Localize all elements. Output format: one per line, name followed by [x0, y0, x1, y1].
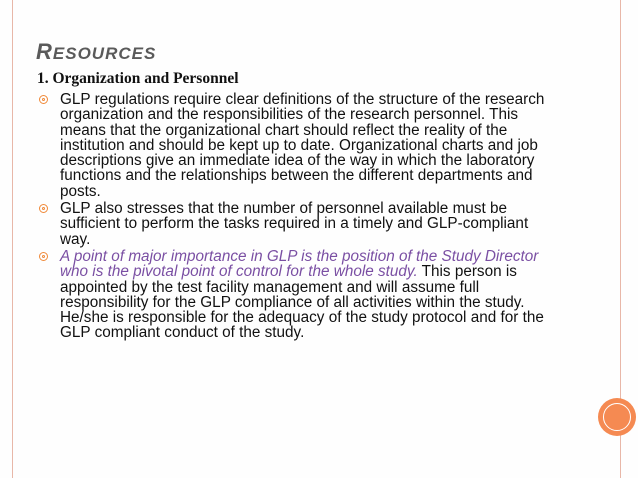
section-subtitle: 1. Organization and Personnel [37, 70, 239, 87]
bullet-text: GLP regulations require clear definitions of the structure of the research organization and the responsibilities of the research personnel. This means that the organizational chart should reflect the reality of the institution and should be kept up to date. Organizational charts and job descriptions give an immediate idea of the way in which the laboratory functions and the relationships between the different departments and posts. [60, 91, 545, 200]
bullet-text: GLP also stresses that the number of personnel available must be sufficient to perform the tasks required in a timely and GLP-compliant way. [60, 200, 529, 248]
bullet-item [38, 201, 558, 247]
bullet-list [38, 92, 558, 341]
bullet-item [38, 92, 558, 199]
ring-bullet-icon [39, 252, 48, 261]
bullet-item [38, 249, 558, 341]
bullet-text: This person is appointed by the test facility management and will assume full responsibility for the GLP compliance of all activities within the study. He/she is responsible for the adequacy of the study protocol and for the GLP compliant conduct of the study. [60, 263, 544, 342]
ring-bullet-icon [39, 204, 48, 213]
title-rest: ESOURCES [52, 44, 157, 63]
left-border-line [12, 0, 13, 478]
title-initial: R [36, 39, 53, 64]
orange-circle-decoration [598, 398, 636, 436]
ring-bullet-icon [39, 95, 48, 104]
bullet-emphasis-text: A point of major importance in GLP is the position of the Study Director who is the pivotal point of control for the whole study. [60, 247, 539, 281]
slide-title [36, 32, 156, 64]
